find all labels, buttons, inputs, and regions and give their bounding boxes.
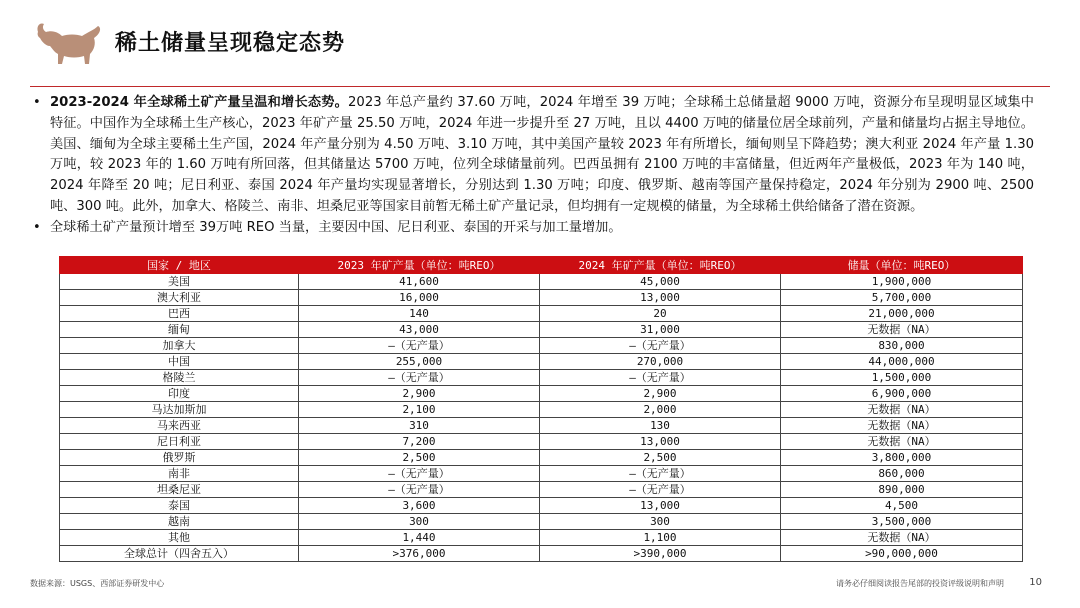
table-cell: 2,500: [540, 450, 781, 466]
table-cell: 泰国: [60, 498, 299, 514]
bullet-dot: •: [33, 219, 41, 235]
table-cell: 马达加斯加: [60, 402, 299, 418]
table-row: [60, 434, 1023, 450]
table-cell: —（无产量）: [299, 370, 540, 386]
table-row: [60, 354, 1023, 370]
table-row: [60, 498, 1023, 514]
table-header-row: [60, 257, 1023, 274]
table-cell: 1,900,000: [781, 274, 1023, 290]
disclaimer: 请务必仔细阅读报告尾部的投资评级说明和声明: [836, 579, 1004, 588]
table-row: [60, 306, 1023, 322]
table-row: [60, 530, 1023, 546]
table-cell: 13,000: [540, 498, 781, 514]
table-cell: —（无产量）: [540, 338, 781, 354]
table-cell: 140: [299, 306, 540, 322]
table-cell: 2,100: [299, 402, 540, 418]
page-title: 稀土储量呈现稳定态势: [115, 30, 346, 56]
table-cell: 俄罗斯: [60, 450, 299, 466]
bull-logo-icon: [32, 18, 104, 68]
bullet-item: [30, 93, 1034, 218]
table-row: [60, 322, 1023, 338]
table-cell: —（无产量）: [540, 482, 781, 498]
table-row: [60, 402, 1023, 418]
table-cell: 860,000: [781, 466, 1023, 482]
table-cell: —（无产量）: [299, 482, 540, 498]
table-cell: 300: [540, 514, 781, 530]
table-cell: 其他: [60, 530, 299, 546]
table-cell: 21,000,000: [781, 306, 1023, 322]
table-cell: 890,000: [781, 482, 1023, 498]
table-cell: 尼日利亚: [60, 434, 299, 450]
table-row: [60, 386, 1023, 402]
table-cell: 16,000: [299, 290, 540, 306]
table-cell: 中国: [60, 354, 299, 370]
table-cell: 45,000: [540, 274, 781, 290]
table-cell: 缅甸: [60, 322, 299, 338]
table-cell: 无数据（NA）: [781, 530, 1023, 546]
table-cell: 坦桑尼亚: [60, 482, 299, 498]
table-cell: 2,500: [299, 450, 540, 466]
table-row: [60, 482, 1023, 498]
table-cell: 巴西: [60, 306, 299, 322]
table-cell: 3,600: [299, 498, 540, 514]
bullet-lead: 2023-2024 年全球稀土矿产量呈温和增长态势。: [50, 95, 349, 110]
table-cell: 13,000: [540, 434, 781, 450]
table-cell: 3,500,000: [781, 514, 1023, 530]
table-cell: 越南: [60, 514, 299, 530]
table-cell: 南非: [60, 466, 299, 482]
table-cell: 美国: [60, 274, 299, 290]
table-cell: 44,000,000: [781, 354, 1023, 370]
table-cell: —（无产量）: [299, 338, 540, 354]
bullet-item: [30, 218, 1034, 239]
table-cell: 印度: [60, 386, 299, 402]
bullet-text: 全球稀土矿产量预计增至 39万吨 REO 当量，主要因中国、尼日利亚、泰国的开采与加工量增加。: [50, 219, 622, 235]
table-cell: 无数据（NA）: [781, 322, 1023, 338]
table-cell: 2,000: [540, 402, 781, 418]
table-cell: 310: [299, 418, 540, 434]
table-cell: 4,500: [781, 498, 1023, 514]
table-row: [60, 546, 1023, 562]
table-cell: —（无产量）: [299, 466, 540, 482]
table-cell: 13,000: [540, 290, 781, 306]
table-cell: 43,000: [299, 322, 540, 338]
table-cell: 5,700,000: [781, 290, 1023, 306]
table-cell: 830,000: [781, 338, 1023, 354]
table-cell: 130: [540, 418, 781, 434]
bullet-dot: •: [33, 95, 41, 110]
column-header: 2024 年矿产量（单位：吨REO）: [540, 257, 781, 274]
table-row: [60, 338, 1023, 354]
table-row: [60, 370, 1023, 386]
table-cell: 无数据（NA）: [781, 418, 1023, 434]
table-cell: 300: [299, 514, 540, 530]
page-number: 10: [1029, 577, 1042, 588]
table-cell: 2,900: [299, 386, 540, 402]
table-cell: 无数据（NA）: [781, 402, 1023, 418]
table-cell: >90,000,000: [781, 546, 1023, 562]
table-cell: 全球总计（四舍五入）: [60, 546, 299, 562]
table-body: [60, 274, 1023, 562]
table-cell: 加拿大: [60, 338, 299, 354]
table-row: [60, 418, 1023, 434]
table-cell: 无数据（NA）: [781, 434, 1023, 450]
table-cell: 3,800,000: [781, 450, 1023, 466]
table-cell: 41,600: [299, 274, 540, 290]
table-row: [60, 274, 1023, 290]
table-cell: 1,440: [299, 530, 540, 546]
table-row: [60, 514, 1023, 530]
table-cell: 270,000: [540, 354, 781, 370]
table-row: [60, 290, 1023, 306]
summary-text: [30, 93, 1034, 239]
column-header: 国家 / 地区: [60, 257, 299, 274]
table-row: [60, 450, 1023, 466]
table-row: [60, 466, 1023, 482]
table-cell: 20: [540, 306, 781, 322]
table-cell: 7,200: [299, 434, 540, 450]
table-cell: 1,500,000: [781, 370, 1023, 386]
table-cell: 澳大利亚: [60, 290, 299, 306]
source-note: 数据来源：USGS、西部证券研发中心: [30, 579, 165, 588]
column-header: 2023 年矿产量（单位：吨REO）: [299, 257, 540, 274]
bullet-text: 2023 年总产量约 37.60 万吨，2024 年增至 39 万吨；全球稀土总储量超 9000 万吨，资源分布呈现明显区域集中特征。中国作为全球稀土生产核心，2023 年矿产量 25.50 万吨，2024 年进一步提升至 27 万吨，且以 4400 万吨的储量位居全球前列，产量和储量均占据主导地位。美国、缅甸为全球主要稀土生产国，2024 年产量分别为 4.50 万吨、3.10 万吨，其中美国产量较 2023 年有所增长，缅甸则呈下降趋势；澳大利亚 2024 年产量 1.30 万吨，较 2023 年的 1.60 万吨有所回落，但其储量达 5700 万吨，位列全球储量前列。巴西虽拥有 2100 万吨的丰富储量，但近两年产量极低，2023 年为 140 吨，2024 年降至 20 吨；尼日利亚、泰国 2024 年产量均实现显著增长，分别达到 1.30 万吨；印度、俄罗斯、越南等国产量保持稳定，2024 年分别为 2900 吨、2500 吨、300 吨。此外，加拿大、格陵兰、南非、坦桑尼亚等国家目前暂无稀土矿产量记录，但均拥有一定规模的储量，为全球稀土供给储备了潜在资源。: [50, 95, 1034, 214]
table-cell: >376,000: [299, 546, 540, 562]
table-cell: 1,100: [540, 530, 781, 546]
table-cell: —（无产量）: [540, 370, 781, 386]
table-cell: 马来西亚: [60, 418, 299, 434]
table-cell: >390,000: [540, 546, 781, 562]
column-header: 储量（单位：吨REO）: [781, 257, 1023, 274]
table-cell: 31,000: [540, 322, 781, 338]
table-cell: 6,900,000: [781, 386, 1023, 402]
table-cell: 2,900: [540, 386, 781, 402]
title-divider: [30, 86, 1050, 87]
table-cell: 255,000: [299, 354, 540, 370]
table-cell: —（无产量）: [540, 466, 781, 482]
table-cell: 格陵兰: [60, 370, 299, 386]
rare-earth-table: [59, 256, 1023, 562]
